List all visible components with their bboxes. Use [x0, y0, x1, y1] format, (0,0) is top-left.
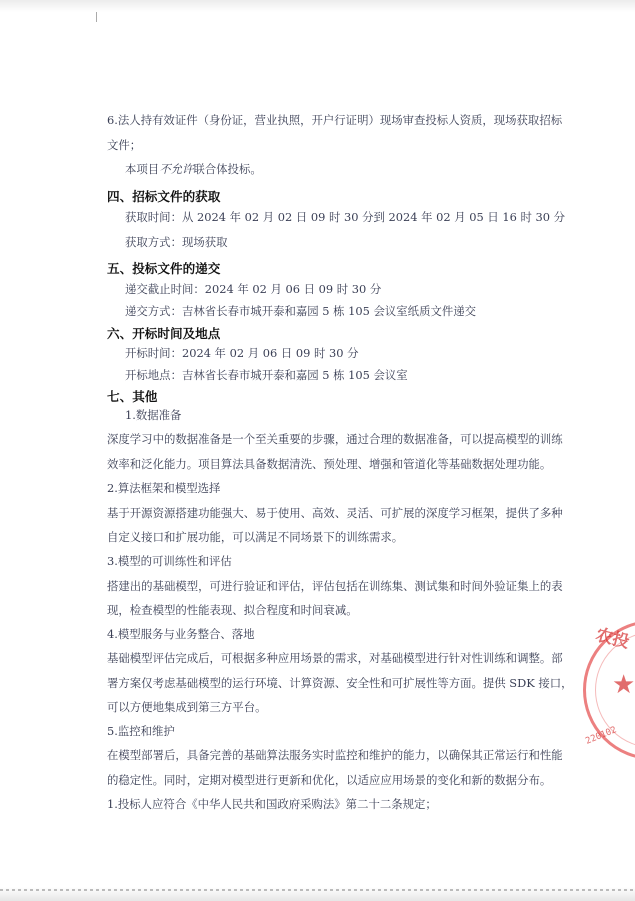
consortium-suffix: 联合体投标。 — [193, 162, 262, 176]
item-4-title: 4.模型服务与业务整合、落地 — [107, 627, 255, 641]
section-7-heading: 七、其他 — [107, 389, 158, 404]
scan-top-edge — [0, 0, 635, 12]
section-4-heading: 四、招标文件的获取 — [107, 189, 221, 204]
seal-star-icon: ★ — [612, 670, 635, 700]
item-3-title: 3.模型的可训练性和评估 — [107, 554, 232, 568]
item-4-line-1: 基础模型评估完成后，可根据多种应用场景的需求，对基础模型进行针对性训练和调整。部 — [107, 651, 563, 665]
section-6-heading: 六、开标时间及地点 — [107, 326, 221, 341]
acquisition-method: 获取方式：现场获取 — [125, 235, 228, 249]
submission-deadline: 递交截止时间：2024 年 02 月 06 日 09 时 30 分 — [125, 282, 382, 296]
consortium-prefix: 本项目 — [125, 162, 160, 176]
item-4-line-3: 可以方便地集成到第三方平台。 — [107, 700, 267, 714]
qualification-line-1: 6.法人持有效证件（身份证，营业执照，开户行证明）现场审查投标人资质，现场获取招标 — [107, 113, 563, 127]
official-seal-text: 农投 — [593, 625, 632, 653]
acquisition-time: 获取时间：从 2024 年 02 月 02 日 09 时 30 分到 2024 年 02 月 05 日 16 时 30 分 — [125, 210, 565, 224]
item-2-title: 2.算法框架和模型选择 — [107, 481, 221, 495]
item-3-line-2: 现，检查模型的性能表现、拟合程度和时间衰减。 — [107, 603, 358, 617]
item-1-title: 1.数据准备 — [125, 408, 182, 422]
item-5-title: 5.监控和维护 — [107, 724, 175, 738]
item-2-line-2: 自定义接口和扩展功能，可以满足不同场景下的训练需求。 — [107, 530, 404, 544]
scan-bottom-edge — [0, 887, 635, 901]
opening-time: 开标时间：2024 年 02 月 06 日 09 时 30 分 — [125, 346, 359, 360]
scan-margin-mark — [96, 12, 97, 22]
opening-location: 开标地点：吉林省长春市城开泰和嘉园 5 栋 105 会议室 — [125, 368, 408, 382]
item-3-line-1: 搭建出的基础模型，可进行验证和评估，评估包括在训练集、测试集和时间外验证集上的表 — [107, 579, 563, 593]
qualification-line-2: 文件； — [107, 138, 142, 152]
section-5-heading: 五、投标文件的递交 — [107, 261, 221, 276]
item-1-line-1: 深度学习中的数据准备是一个至关重要的步骤，通过合理的数据准备，可以提高模型的训练 — [107, 432, 563, 446]
official-seal-number: 220102 — [584, 725, 619, 747]
consortium-emphasis: 不允许 — [159, 162, 194, 176]
item-1-line-2: 效率和泛化能力。项目算法具备数据清洗、预处理、增强和管道化等基础数据处理功能。 — [107, 457, 552, 471]
item-4-line-2: 署方案仅考虑基础模型的运行环境、计算资源、安全性和可扩展性等方面。提供 SDK 接口， — [107, 676, 573, 690]
bidder-requirement-1: 1.投标人应符合《中华人民共和国政府采购法》第二十二条规定； — [107, 797, 437, 811]
consortium-note — [125, 162, 262, 176]
item-5-line-2: 的稳定性。同时，定期对模型进行更新和优化，以适应应用场景的变化和新的数据分布。 — [107, 773, 552, 787]
item-2-line-1: 基于开源资源搭建功能强大、易于使用、高效、灵活、可扩展的深度学习框架，提供了多种 — [107, 506, 563, 520]
item-5-line-1: 在模型部署后，具备完善的基础算法服务实时监控和维护的能力，以确保其正常运行和性能 — [107, 748, 563, 762]
submission-method: 递交方式：吉林省长春市城开泰和嘉园 5 栋 105 会议室纸质文件递交 — [125, 304, 477, 318]
